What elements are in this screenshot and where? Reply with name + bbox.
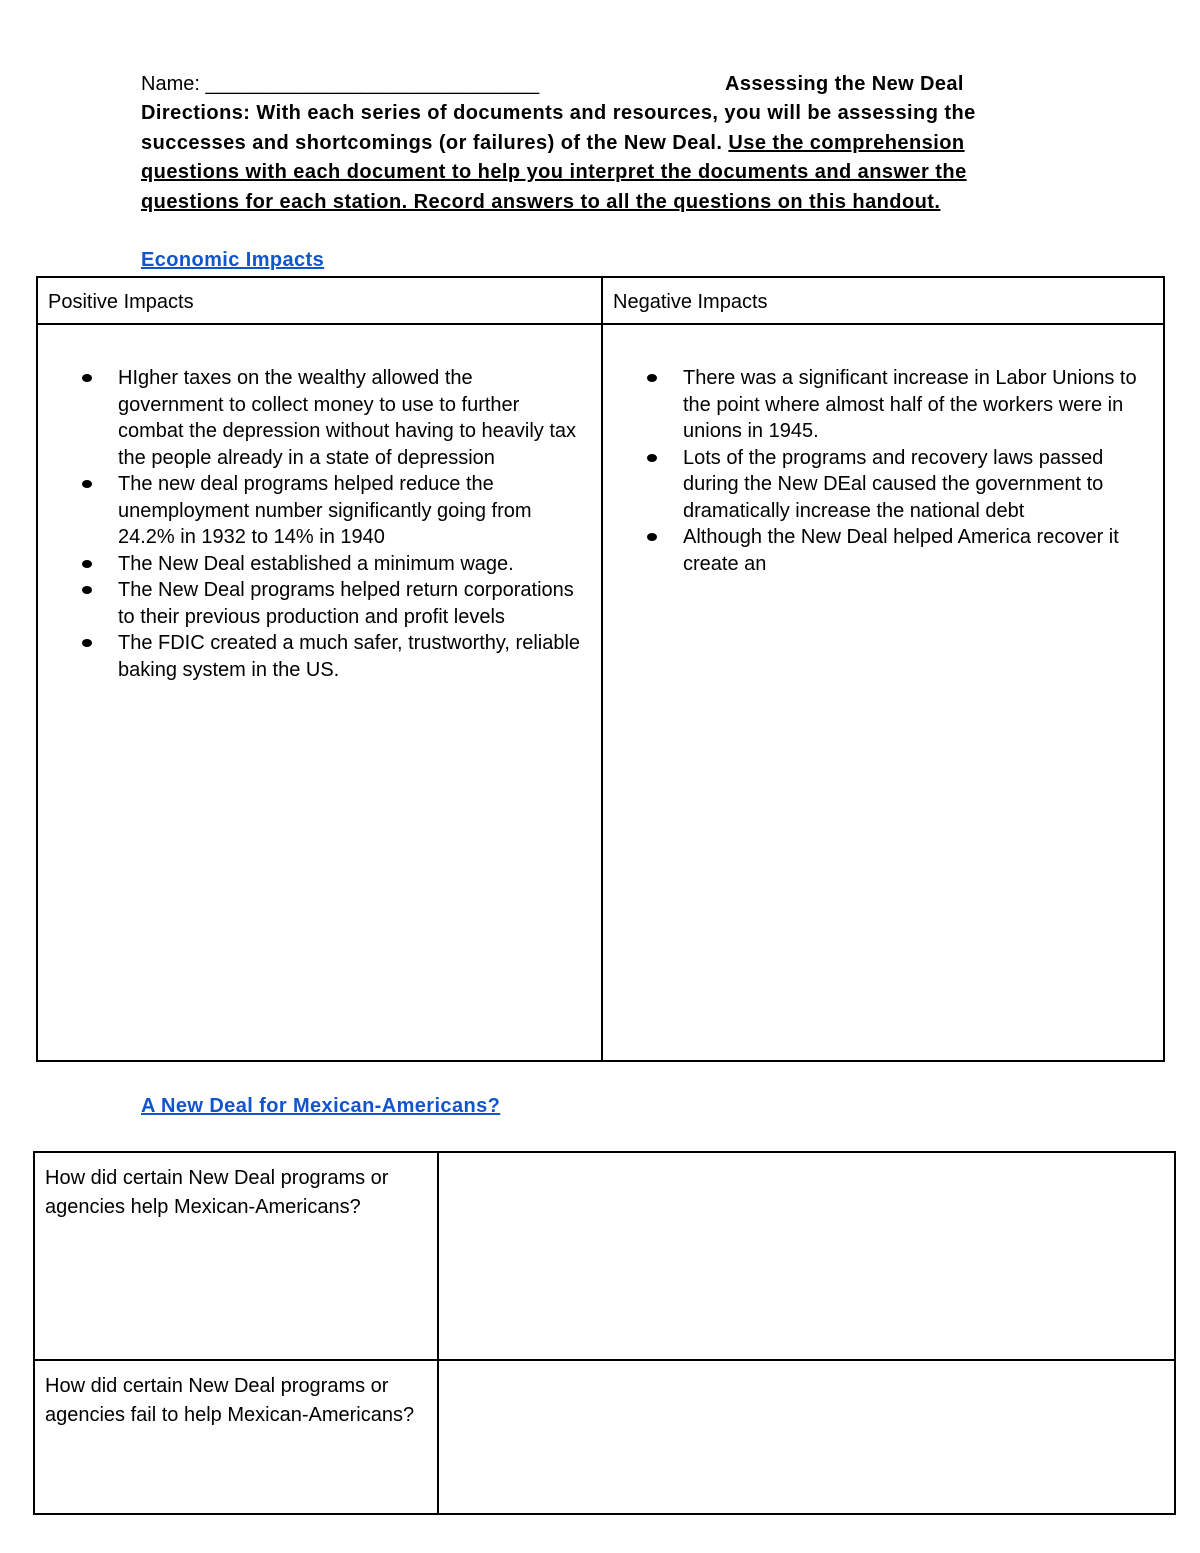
- list-item: The new deal programs helped reduce the unemployment number significantly going from 24.2% in 1932 to 14% in 1940: [82, 471, 581, 551]
- economic-impacts-link[interactable]: Economic Impacts: [141, 249, 325, 271]
- positive-impacts-header: Positive Impacts: [37, 277, 602, 324]
- positive-impacts-list: [82, 365, 581, 683]
- directions-text: Directions: With each series of documents and resources, you will be assessing the successes and shortcomings (or failures) of the New Deal.: [141, 102, 976, 154]
- name-row: [141, 70, 1041, 99]
- list-item: Although the New Deal helped America recover it create an: [647, 524, 1143, 577]
- economic-impacts-table: [36, 276, 1165, 1062]
- list-item: The New Deal programs helped return corporations to their previous production and profit levels: [82, 577, 581, 630]
- document-header: [141, 70, 1041, 217]
- negative-impacts-cell[interactable]: [602, 324, 1164, 1061]
- list-item: The New Deal established a minimum wage.: [82, 551, 581, 578]
- list-item: The FDIC created a much safer, trustworthy, reliable baking system in the US.: [82, 630, 581, 683]
- document-title: Assessing the New Deal: [725, 73, 964, 95]
- directions-paragraph: [141, 99, 1041, 217]
- list-item: HIgher taxes on the wealthy allowed the government to collect money to use to further combat the depression without having to heavily tax the people already in a state of depression: [82, 365, 581, 471]
- mexican-americans-table: [33, 1151, 1176, 1515]
- negative-impacts-list: [647, 365, 1143, 577]
- list-item: There was a significant increase in Labor Unions to the point where almost half of the workers were in unions in 1945.: [647, 365, 1143, 445]
- directions-underlined-text: Use the comprehension questions with each document to help you interpret the documents and answer the questions for each station. Record answers to all the questions on this handout.: [141, 131, 967, 213]
- question-fail-cell: How did certain New Deal programs or agencies fail to help Mexican-Americans?: [34, 1360, 438, 1514]
- answer-fail-cell[interactable]: [438, 1360, 1175, 1514]
- question-help-cell: How did certain New Deal programs or agencies help Mexican-Americans?: [34, 1152, 438, 1360]
- negative-impacts-header: Negative Impacts: [602, 277, 1164, 324]
- positive-impacts-cell[interactable]: [37, 324, 602, 1061]
- name-field-label[interactable]: Name: ______________________________: [141, 73, 540, 95]
- answer-help-cell[interactable]: [438, 1152, 1175, 1360]
- list-item: Lots of the programs and recovery laws passed during the New DEal caused the government to dramatically increase the national debt: [647, 445, 1143, 525]
- mexican-americans-link[interactable]: A New Deal for Mexican-Americans?: [141, 1095, 501, 1117]
